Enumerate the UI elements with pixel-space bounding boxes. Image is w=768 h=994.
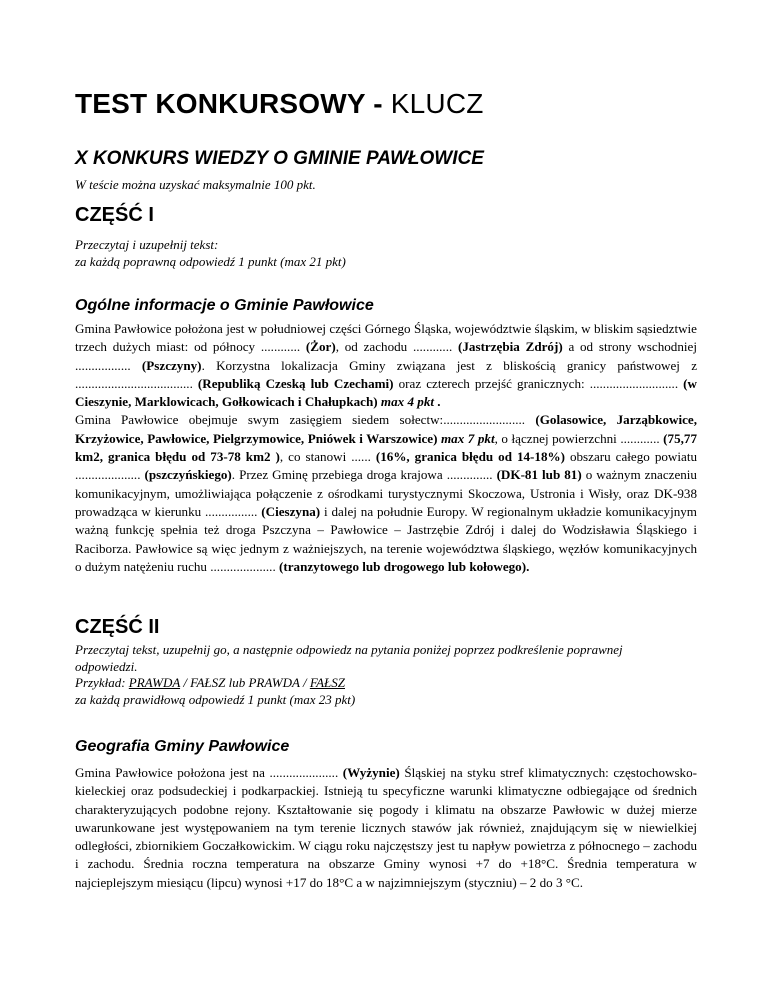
max-points-inline: max 4 pkt: [380, 394, 435, 410]
answer: (Wyżynie): [342, 765, 400, 780]
answer: (w Cieszynie, Marklowicach, Gołkowicach i Chałupkach): [75, 375, 697, 410]
max-points-note: W teście można uzyskać maksymalnie 100 pkt.: [75, 177, 316, 192]
answer: (Republiką Czeską lub Czechami): [197, 375, 394, 391]
answer: (tranzytowego lub drogowego lub kołowego): [279, 558, 527, 574]
part2-section-title: Geografia Gminy Pawłowice: [75, 738, 290, 755]
answer: (pszczyńskiego): [144, 467, 232, 483]
part2-paragraph: Gmina Pawłowice położona jest na ..................... (Wyżynie) Śląskiej na styku stref klimatycznych: częstochowsko-kieleckiej oraz podsudeckiej i podkarpackiej. Istnieją tu specyficzne warunki klimatyczne odbiegające od średnich charakteryzujących podobne rejony. Kształtowanie się pogody i klimatu na obszarze Pawłowic w dużej mierze uwarunkowane jest występowaniem na tym terenie licznych stawów jak również, znajdującym się w niewielkiej odległości, zbiornikiem Goczałkowickim. W ciągu roku najczęstszy jest tu napływ powietrza z północnego – zachodu i zachodu. Średnia roczna temperatura na obszarze Gminy wynosi +7 do +18°C. Średnia temperatura w najcieplejszym miesiącu (lipcu) wynosi +17 do 18°C a w najzimniejszym (styczniu) – 2 do 3 °C.: [75, 765, 697, 890]
part1-section-title: Ogólne informacje o Gminie Pawłowice: [75, 297, 374, 314]
part2-instruction: [75, 642, 675, 708]
answer: (75,77 km2, granica błędu od 73-78 km2 ): [75, 430, 697, 465]
part1-paragraph: Gmina Pawłowice położona jest w południowej części Górnego Śląska, województwie śląskim, w bliskim sąsiedztwie trzech dużych miast: od północy ............ (Żor), od zachodu ............ (Jastrzębia Zdrój) a od strony wschodniej ................. (Pszczyny). Korzystna lokalizacja Gminy związana jest z bliskością granicy państwowej z .................................... (Republiką Czeską lub Czechami) oraz czterech przejść granicznych: ........................... (w Cieszynie, Marklowicach, Gołkowicach i Chałupkach) max 4 pkt . Gmina Pawłowice obejmuje swym zasięgiem siedem sołectw:......................... (Golasowice, Jarząbkowice, Krzyżowice, Pawłowice, Pielgrzymowice, Pniówek i Warszowice) max 7 pkt, o łącznej powierzchni ............ (75,77 km2, granica błędu od 73-78 km2 ), co stanowi ...... (16%, granica błędu od 14-18%) obszaru całego powiatu .................... (pszczyńskiego). Przez Gminę przebiega droga krajowa .............. (DK-81 lub 81) o ważnym znaczeniu komunikacyjnym, umożliwiająca połączenie z ośrodkami turystycznymi Skoczowa, Ustronia i Wisły, oraz DK-938 prowadząca w kierunku ................ (Cieszyna) i dalej na południe Europy. W regionalnym układzie komunikacyjnym ważną funkcję spełnia też droga Pszczyna – Pawłowice – Jastrzębie Zdrój i dalej do Wodzisławia Śląskiego i Raciborza. Pawłowice są więc jednym z ważniejszych, na terenie województwa śląskiego, węzłów komunikacyjnych o dużym natężeniu ruchu .................... (tranzytowego lub drogowego lub kołowego).: [75, 321, 698, 574]
answer: (Cieszyna): [261, 503, 321, 519]
example-underlined-true: PRAWDA: [128, 675, 181, 690]
part2-instruction-line1: Przeczytaj tekst, uzupełnij go, a następnie odpowiedz na pytania poniżej poprzez podkreślenie poprawnej odpowiedzi.: [75, 642, 623, 674]
answer: (Żor): [305, 339, 336, 355]
part1-instruction: [75, 237, 346, 270]
answer: (16%, granica błędu od 14-18%): [375, 449, 565, 465]
part1-heading: CZĘŚĆ I: [75, 204, 154, 226]
answer: (DK-81 lub 81): [496, 467, 582, 483]
part1-instruction-line1: Przeczytaj i uzupełnij tekst:: [75, 237, 219, 252]
example-underlined-false: FAŁSZ: [309, 675, 345, 690]
answer: (Pszczyny): [141, 357, 202, 373]
part1-instruction-line2: za każdą poprawną odpowiedź 1 punkt (max 21 pkt): [75, 253, 346, 269]
answer: (Jastrzębia Zdrój): [458, 339, 563, 355]
part2-heading: CZĘŚĆ II: [75, 616, 160, 638]
max-points-inline: max 7 pkt: [441, 430, 495, 446]
page-title: [75, 88, 484, 120]
title-key: KLUCZ: [390, 88, 484, 119]
contest-subtitle: X KONKURS WIEDZY O GMINIE PAWŁOWICE: [75, 148, 484, 169]
answer: (Golasowice, Jarząbkowice, Krzyżowice, Pawłowice, Pielgrzymowice, Pniówek i Warszowice): [75, 412, 697, 446]
title-main: TEST KONKURSOWY -: [75, 88, 391, 119]
part2-instruction-line3: za każdą prawidłową odpowiedź 1 punkt (max 23 pkt): [75, 691, 356, 707]
part2-example: Przykład: PRAWDA / FAŁSZ lub PRAWDA / FAŁSZ: [75, 675, 345, 690]
